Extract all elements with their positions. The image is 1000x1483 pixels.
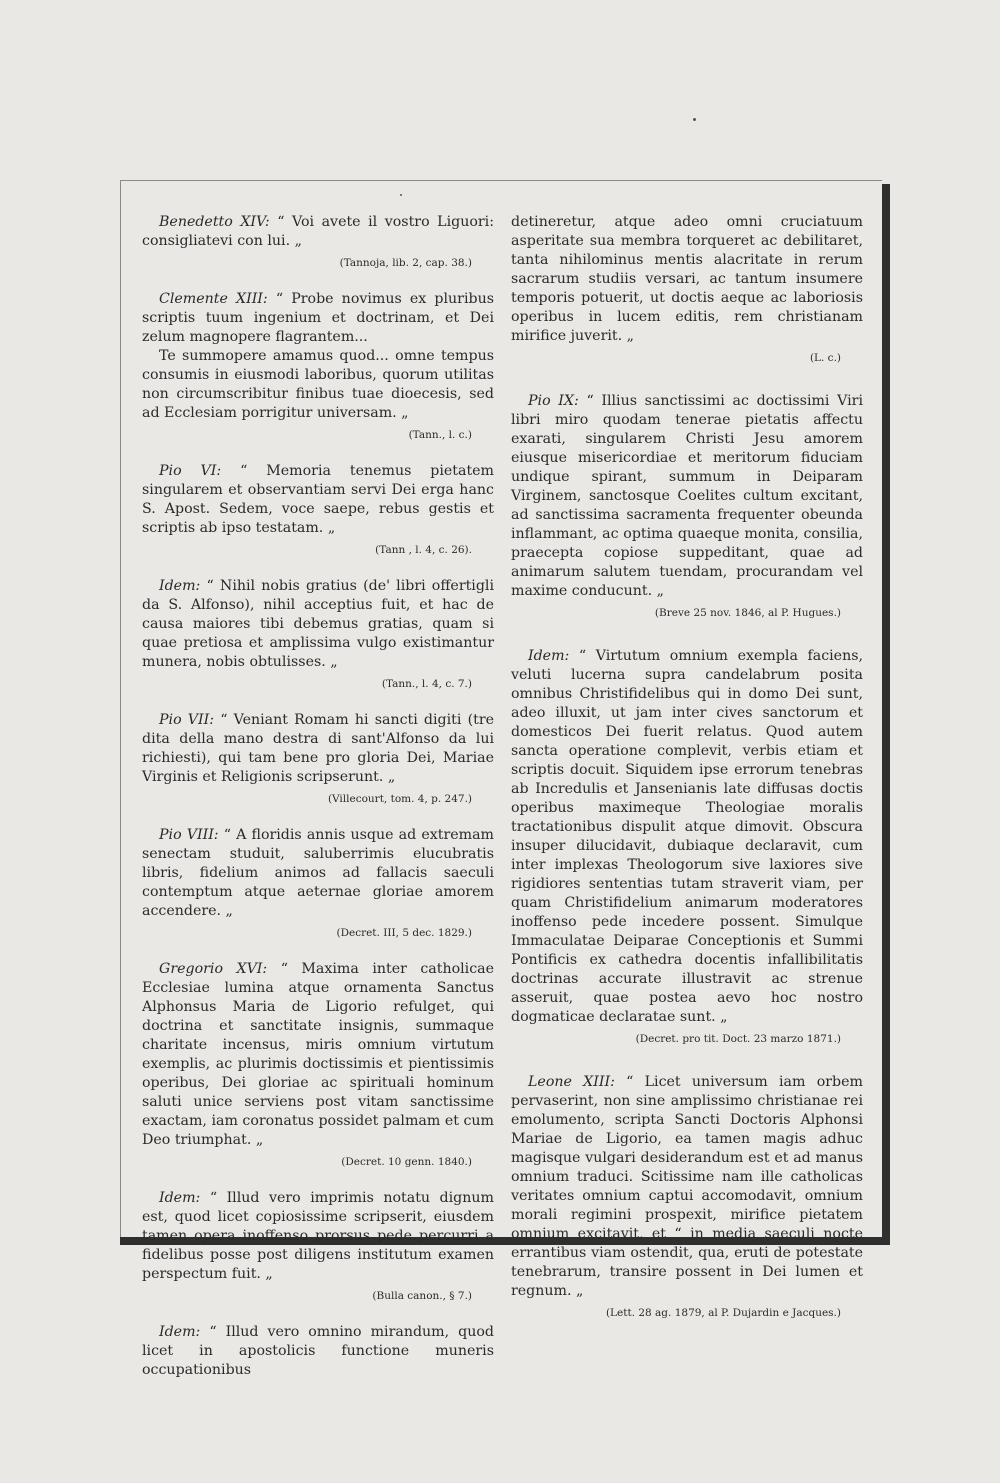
quote-entry [142,960,494,1170]
quote-text: Te summopere amamus quod... omne tempus consumis in eiusmodi laboribus, quorum utilitas non circumscribitur finibus tuae dioecesis, sed ad Ecclesiam porrigitur universam. „ [142,348,494,421]
quote-entry [142,290,494,443]
quote-entry [142,1323,494,1380]
citation: (Tann , l. 4, c. 26). [375,544,472,556]
quote-text: “ Maxima inter catholicae Ecclesiae lumina atque ornamenta Sanctus Alphonsus Maria de Ligorio refulget, qui doctrina et sanctitate insignis, summaque charitate incensus, miris omnium virtutum exemplis, ac plurimis doctissimis et pientissimis operibus, Dei gloriae ac spirituali hominum saluti unice serviens post vitam sanctissime exactam, iam coronatus possidet palmam et cum Deo triumphat. „ [142,961,494,1148]
quote-entry [142,711,494,807]
speaker: Clemente XIII: [159,291,268,307]
quote-entry [511,213,863,366]
quote-entry [511,392,863,621]
speaker: Idem: [159,1190,201,1206]
quote-entry [511,1073,863,1321]
quote-text: “ Virtutum omnium exempla faciens, veluti lucerna supra candelabrum posita omnibus Christifidelibus qui in domo Dei sunt, adeo illuxit, ut jam inter cives sanctorum et domesticos Dei fuerit relatus. Quod autem sancta operatione complevit, verbis etiam et scriptis docuit. Siquidem ipse errorum tenebras ab Incredulis et Jansenianis late diffusas doctis operibus maximeque Theologiae moralis tractationibus dispulit atque dimovit. Obscura insuper dilucidavit, dubiaque declaravit, cum inter implexas Theologorum sive laxiores sive rigidiores sententias tutam straverit viam, per quam Christifidelium animarum moderatores inoffenso pede incedere possent. Simulque Immaculatae Deiparae Conceptionis et Summi Pontificis ex cathedra docentis infallibilitatis doctrinas accurate illustravit ac strenue asseruit, quae postea aevo hoc nostro dogmaticae declaratae sunt. „ [511,648,863,1025]
quote-text: “ Licet universum iam orbem pervaserint, non sine amplissimo christianae rei emolumento, scripta Sancti Doctoris Alphonsi Mariae de Ligorio, ea tamen magis adhuc magisque vulgari desiderandum est et ad manus omnium traduci. Scitissime nam ille catholicas veritates omnium captui accomodavit, omnium morali regimini prospexit, mirifice pietatem omnium excitavit, et “ in media saeculi nocte errantibus viam ostendit, qua, eruti de potestate tenebrarum, transire possent in Dei lumen et regnum. „ [511,1074,863,1299]
quote-text: “ Veniant Romam hi sancti digiti (tre dita della mano destra di sant'Alfonso da lui richiesti), qui tam bene pro gloria Dei, Mariae Virginis et Religionis scripserunt. „ [142,712,494,785]
quote-text: “ Nihil nobis gratius (de' libri offertigli da S. Alfonso), nihil acceptius fuit, et hac de causa maiores tibi debemus gratias, quam si quae pretiosa et amplissima vulgo existimantur munera, nobis obtulisses. „ [142,578,495,670]
right-column [511,213,863,1340]
quote-text: “ Probe novimus ex pluribus scriptis tuum ingenium et doctrinam, et Dei zelum magnopere flagrantem... [142,291,495,345]
citation: (Decret. pro tit. Doct. 23 marzo 1871.) [635,1033,841,1045]
paper-speck [693,118,696,121]
speaker: Gregorio XVI: [159,961,268,977]
citation: (Tann., l. c.) [408,429,472,441]
quote-entry [142,826,494,941]
quote-entry [511,647,863,1047]
citation: (Tann., l. 4, c. 7.) [381,678,472,690]
quote-text: “ Illius sanctissimi ac doctissimi Viri libri miro quodam tenerae pietatis affectu exarati, singularem Christi Jesu amorem eiusque misericordiae et meritorum fiduciam undique spirant, summum in Deiparam Virginem, sanctosque Coelites cultum excitant, ad sanctissima sacramenta frequenter obeunda inflammant, ac optima quaeque monita, consilia, praecepta copiose suppeditant, quae ad animarum salutem tuendam, procurandam vel maxime conducunt. „ [511,393,863,599]
speaker: Pio VI: [159,463,222,479]
quote-entry [142,1189,494,1304]
quote-entry [142,462,494,558]
citation: (L. c.) [809,352,841,364]
paper-speck [400,194,402,196]
citation: (Villecourt, tom. 4, p. 247.) [327,793,472,805]
speaker: Leone XIII: [528,1074,615,1090]
citation: (Decret. III, 5 dec. 1829.) [336,927,472,939]
frame-shadow-right [882,184,890,1245]
quote-text: “ Memoria tenemus pietatem singularem et observantiam servi Dei erga hanc S. Apost. Sedem, voce saepe, rebus gestis et scriptis ab ipso testatam. „ [142,463,495,536]
citation: (Lett. 28 ag. 1879, al P. Dujardin e Jacques.) [605,1307,841,1319]
quote-text: “ Illud vero omnino mirandum, quod licet in apostolicis functione muneris occupationibus [142,1324,494,1378]
left-column [142,213,494,1399]
quote-text: “ Voi avete il vostro Liguori: consigliatevi con lui. „ [142,214,494,249]
citation: (Decret. 10 genn. 1840.) [341,1156,472,1168]
quote-entry [142,577,494,692]
quote-entry [142,213,494,271]
citation: (Tannoja, lib. 2, cap. 38.) [339,257,472,269]
speaker: Idem: [528,648,570,664]
citation: (Bulla canon., § 7.) [372,1290,472,1302]
quote-text: detineretur, atque adeo omni cruciatuum asperitate sua membra torqueret ac debilitaret, tanta nihilominus mentis alacritate in rerum sacrarum studiis versari, ac tantum insumere temporis potuerit, ut doctis aeque ac laboriosis operibus in lucem editis, rem christianam mirifice juverit. „ [511,214,863,344]
citation: (Breve 25 nov. 1846, al P. Hugues.) [654,607,841,619]
quote-text: “ Illud vero imprimis notatu dignum est, quod licet copiosissime scripserit, eiusdem tamen opera inoffenso prorsus pede percurri a fidelibus posse post diligens institutum examen perspectum fuit. „ [142,1190,494,1282]
quote-text: “ A floridis annis usque ad extremam senectam studuit, saluberrimis elucubratis libris, fidelium animos ad fallacis saeculi contemptum atque aeternae gloriae amorem accendere. „ [142,827,494,919]
speaker: Idem: [159,1324,201,1340]
speaker: Pio VIII: [159,827,219,843]
speaker: Benedetto XIV: [159,214,270,230]
speaker: Pio VII: [159,712,215,728]
speaker: Pio IX: [528,393,579,409]
speaker: Idem: [159,578,201,594]
